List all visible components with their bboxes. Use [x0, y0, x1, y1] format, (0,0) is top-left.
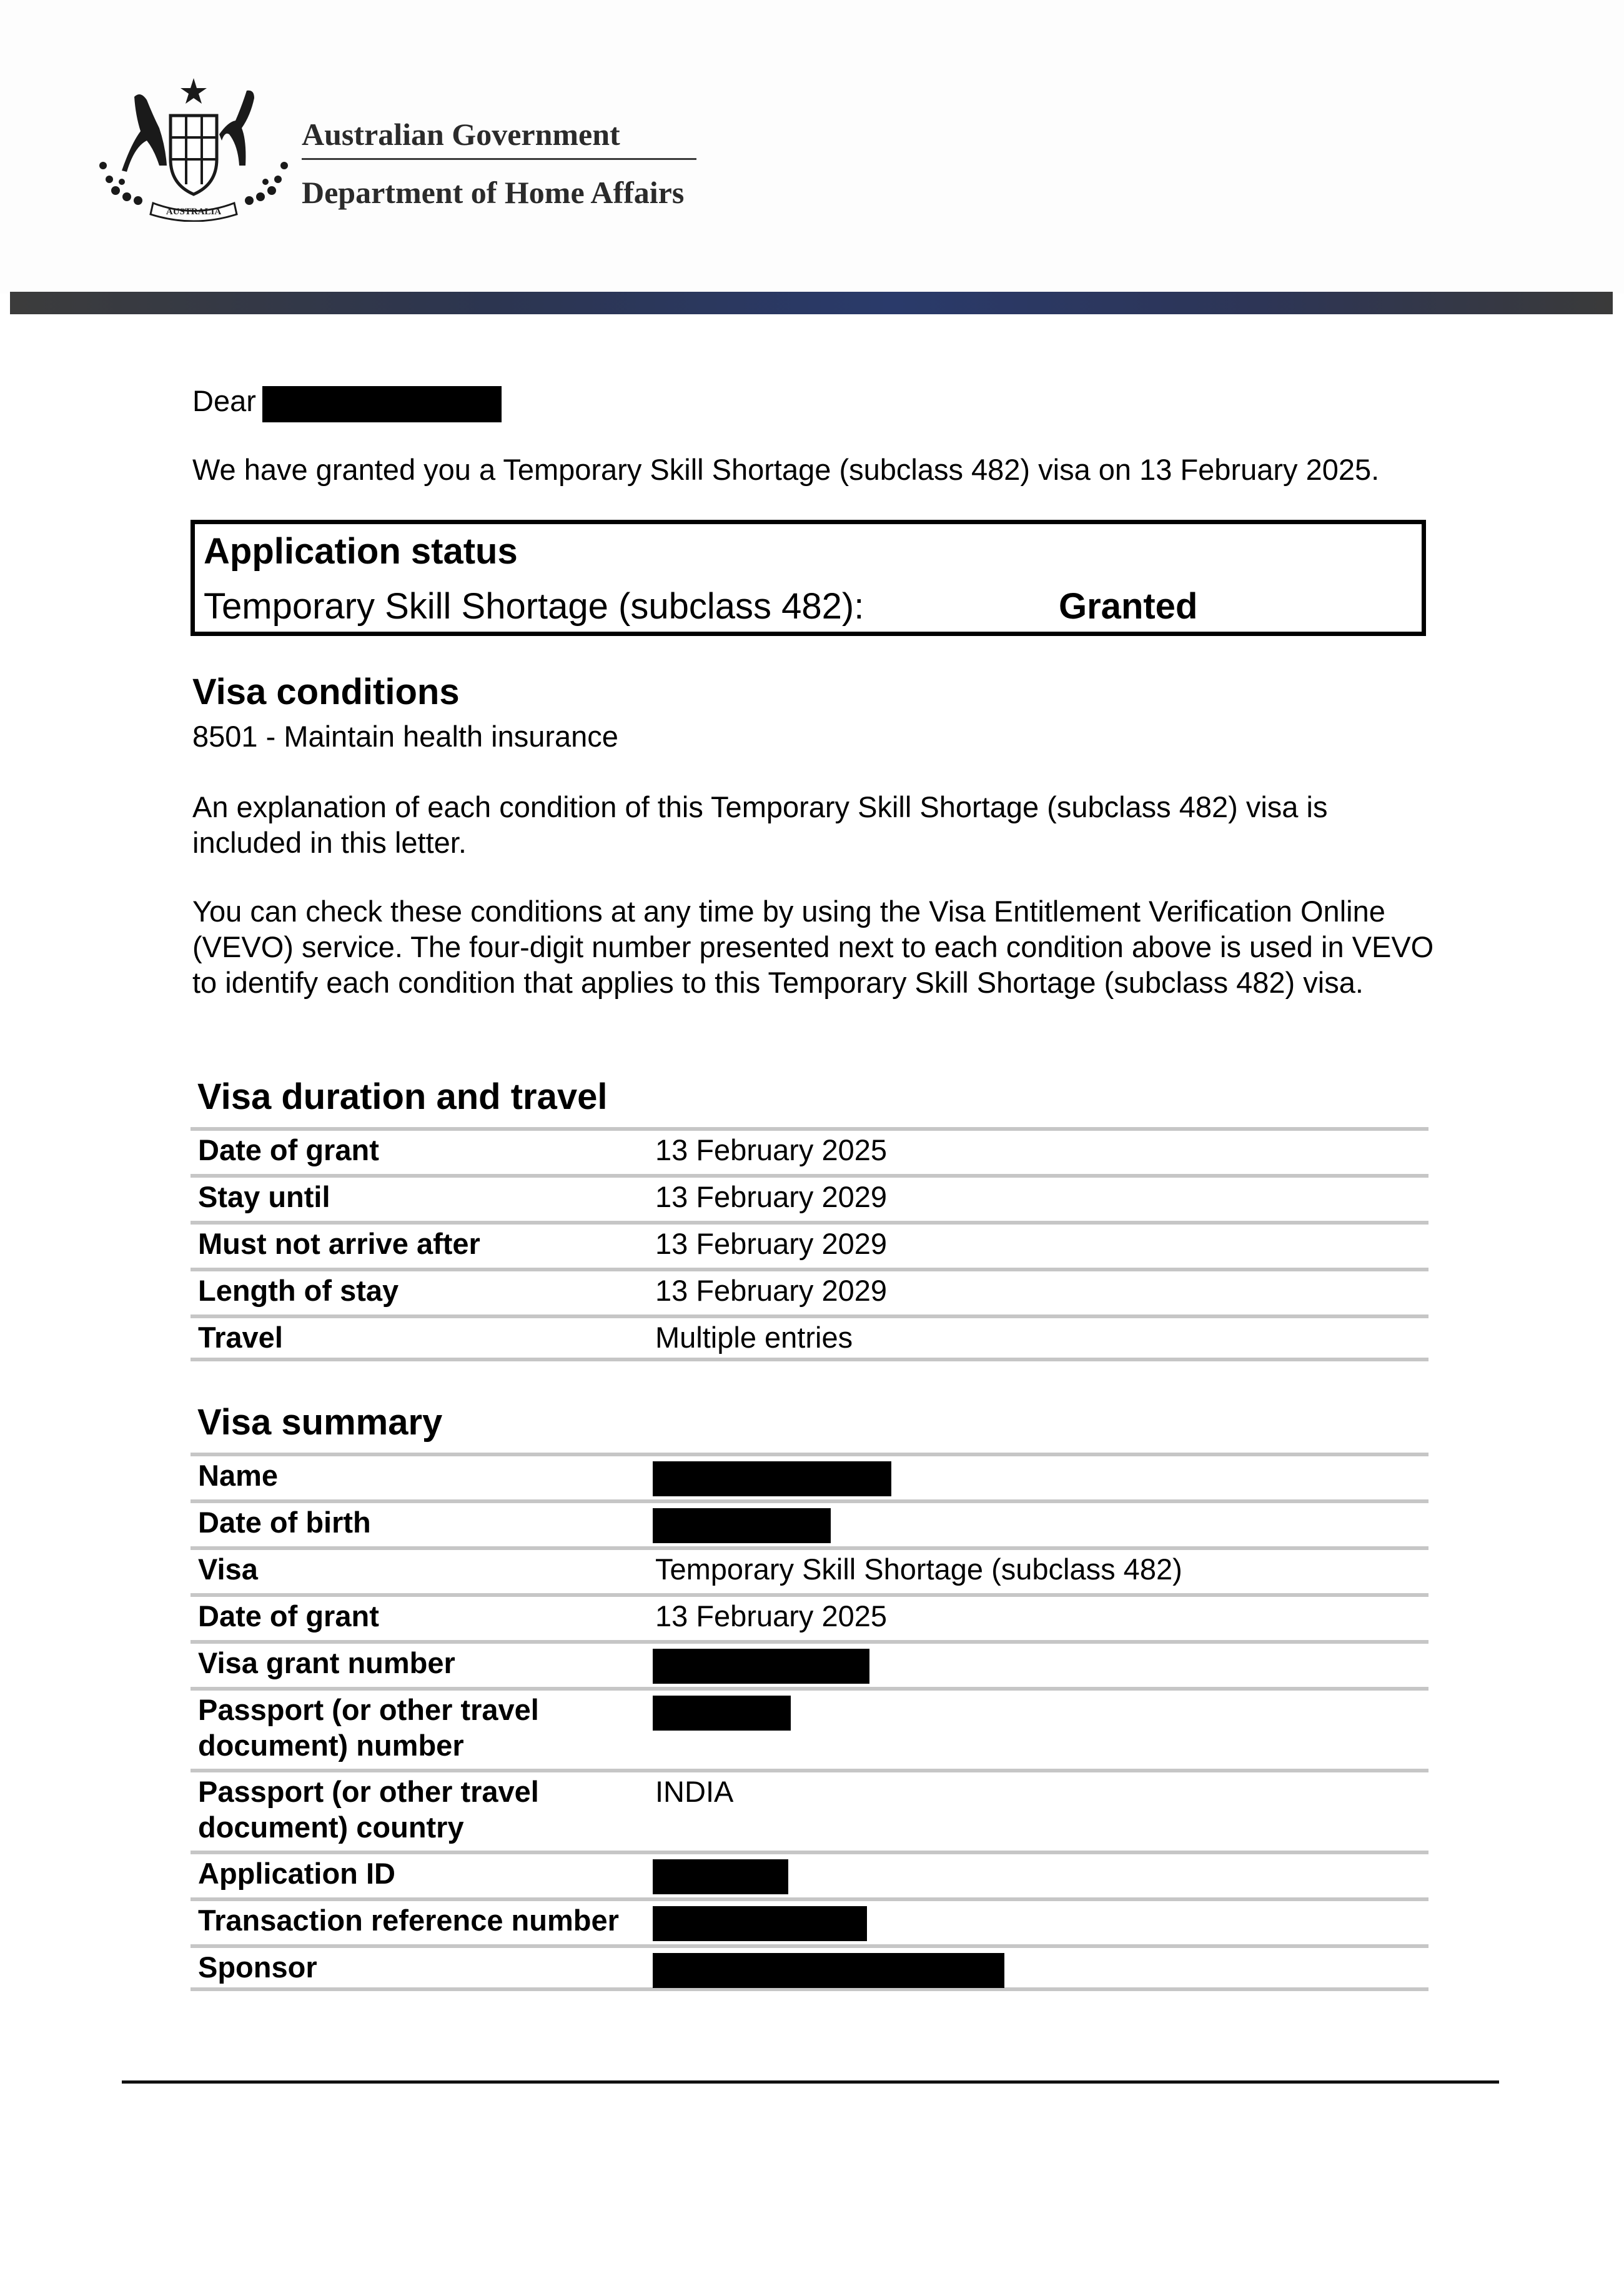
row-value: 13 February 2029 [655, 1180, 888, 1213]
row-label: Visa grant number [198, 1646, 455, 1679]
government-name: Australian Government [302, 117, 620, 152]
visa-duration-heading: Visa duration and travel [197, 1076, 608, 1117]
row-label: Date of grant [198, 1599, 379, 1633]
table-row [191, 1174, 1428, 1221]
salutation: Dear [192, 384, 256, 417]
table-row [191, 1221, 1428, 1268]
table-row [191, 1453, 1428, 1499]
table-row [191, 1944, 1428, 1991]
redacted-name [653, 1461, 891, 1496]
row-label: Visa [198, 1553, 258, 1586]
row-label: Date of birth [198, 1506, 371, 1539]
redacted-application-id [653, 1859, 788, 1894]
application-status-box [191, 520, 1426, 636]
row-label: Sponsor [198, 1951, 317, 1984]
redacted-recipient-name [262, 386, 502, 422]
table-row [191, 1546, 1428, 1593]
row-label: Travel [198, 1321, 283, 1354]
grant-sentence: We have granted you a Temporary Skill Shortage (subclass 482) visa on 13 February 2025. [192, 453, 1380, 486]
row-label: Must not arrive after [198, 1227, 480, 1260]
row-label: Length of stay [198, 1274, 399, 1307]
redacted-passport-number [653, 1696, 791, 1731]
table-row [191, 1268, 1428, 1314]
row-label: Passport (or other travel document) number [198, 1693, 539, 1762]
table-row [191, 1127, 1428, 1174]
table-row [191, 1897, 1428, 1944]
row-value: 13 February 2029 [655, 1227, 888, 1260]
vevo-paragraph: You can check these conditions at any time by using the Visa Entitlement Verification Online (VEVO) service. The four-digit number presented next to each condition above is used in VEVO to identify each condition that applies to this Temporary Skill Shortage (subclass 482) visa. [192, 895, 1434, 999]
row-value: Multiple entries [655, 1321, 853, 1354]
row-label: Application ID [198, 1857, 395, 1890]
table-row [191, 1769, 1428, 1851]
department-name: Department of Home Affairs [302, 175, 685, 210]
letterhead [0, 0, 1624, 294]
row-value: INDIA [655, 1775, 734, 1808]
visa-condition-item: 8501 - Maintain health insurance [192, 720, 618, 753]
table-row [191, 1593, 1428, 1640]
visa-duration-table [191, 1127, 1428, 1361]
application-status-heading: Application status [204, 531, 518, 572]
agency-divider [302, 158, 696, 160]
table-row [191, 1640, 1428, 1687]
redacted-visa-grant-number [653, 1649, 869, 1684]
visa-conditions-heading: Visa conditions [192, 672, 460, 712]
application-status-label: Temporary Skill Shortage (subclass 482): [204, 586, 864, 627]
coat-of-arms-icon [97, 72, 290, 222]
row-value: 13 February 2029 [655, 1274, 888, 1307]
visa-summary-heading: Visa summary [197, 1402, 443, 1443]
row-value: Temporary Skill Shortage (subclass 482) [655, 1553, 1182, 1586]
header-band [10, 292, 1613, 314]
row-value: 13 February 2025 [655, 1133, 888, 1166]
visa-summary-table [191, 1453, 1428, 1991]
row-label: Date of grant [198, 1133, 379, 1166]
redacted-sponsor [653, 1953, 1004, 1988]
table-row [191, 1687, 1428, 1769]
agency-name [302, 116, 696, 211]
redacted-transaction-reference [653, 1906, 867, 1941]
table-row [191, 1314, 1428, 1361]
crest-scroll-label: AUSTRALIA [166, 207, 222, 217]
conditions-explanation: An explanation of each condition of this Temporary Skill Shortage (subclass 482) visa is included in this letter. [192, 790, 1328, 859]
table-row [191, 1851, 1428, 1897]
row-label: Stay until [198, 1180, 330, 1213]
application-status-value: Granted [1059, 586, 1198, 627]
table-row [191, 1499, 1428, 1546]
row-label: Name [198, 1459, 279, 1492]
row-value: 13 February 2025 [655, 1599, 888, 1633]
row-label: Transaction reference number [198, 1904, 619, 1937]
redacted-date-of-birth [653, 1508, 831, 1543]
row-label: Passport (or other travel document) country [198, 1775, 539, 1844]
footer-divider [122, 2080, 1499, 2084]
